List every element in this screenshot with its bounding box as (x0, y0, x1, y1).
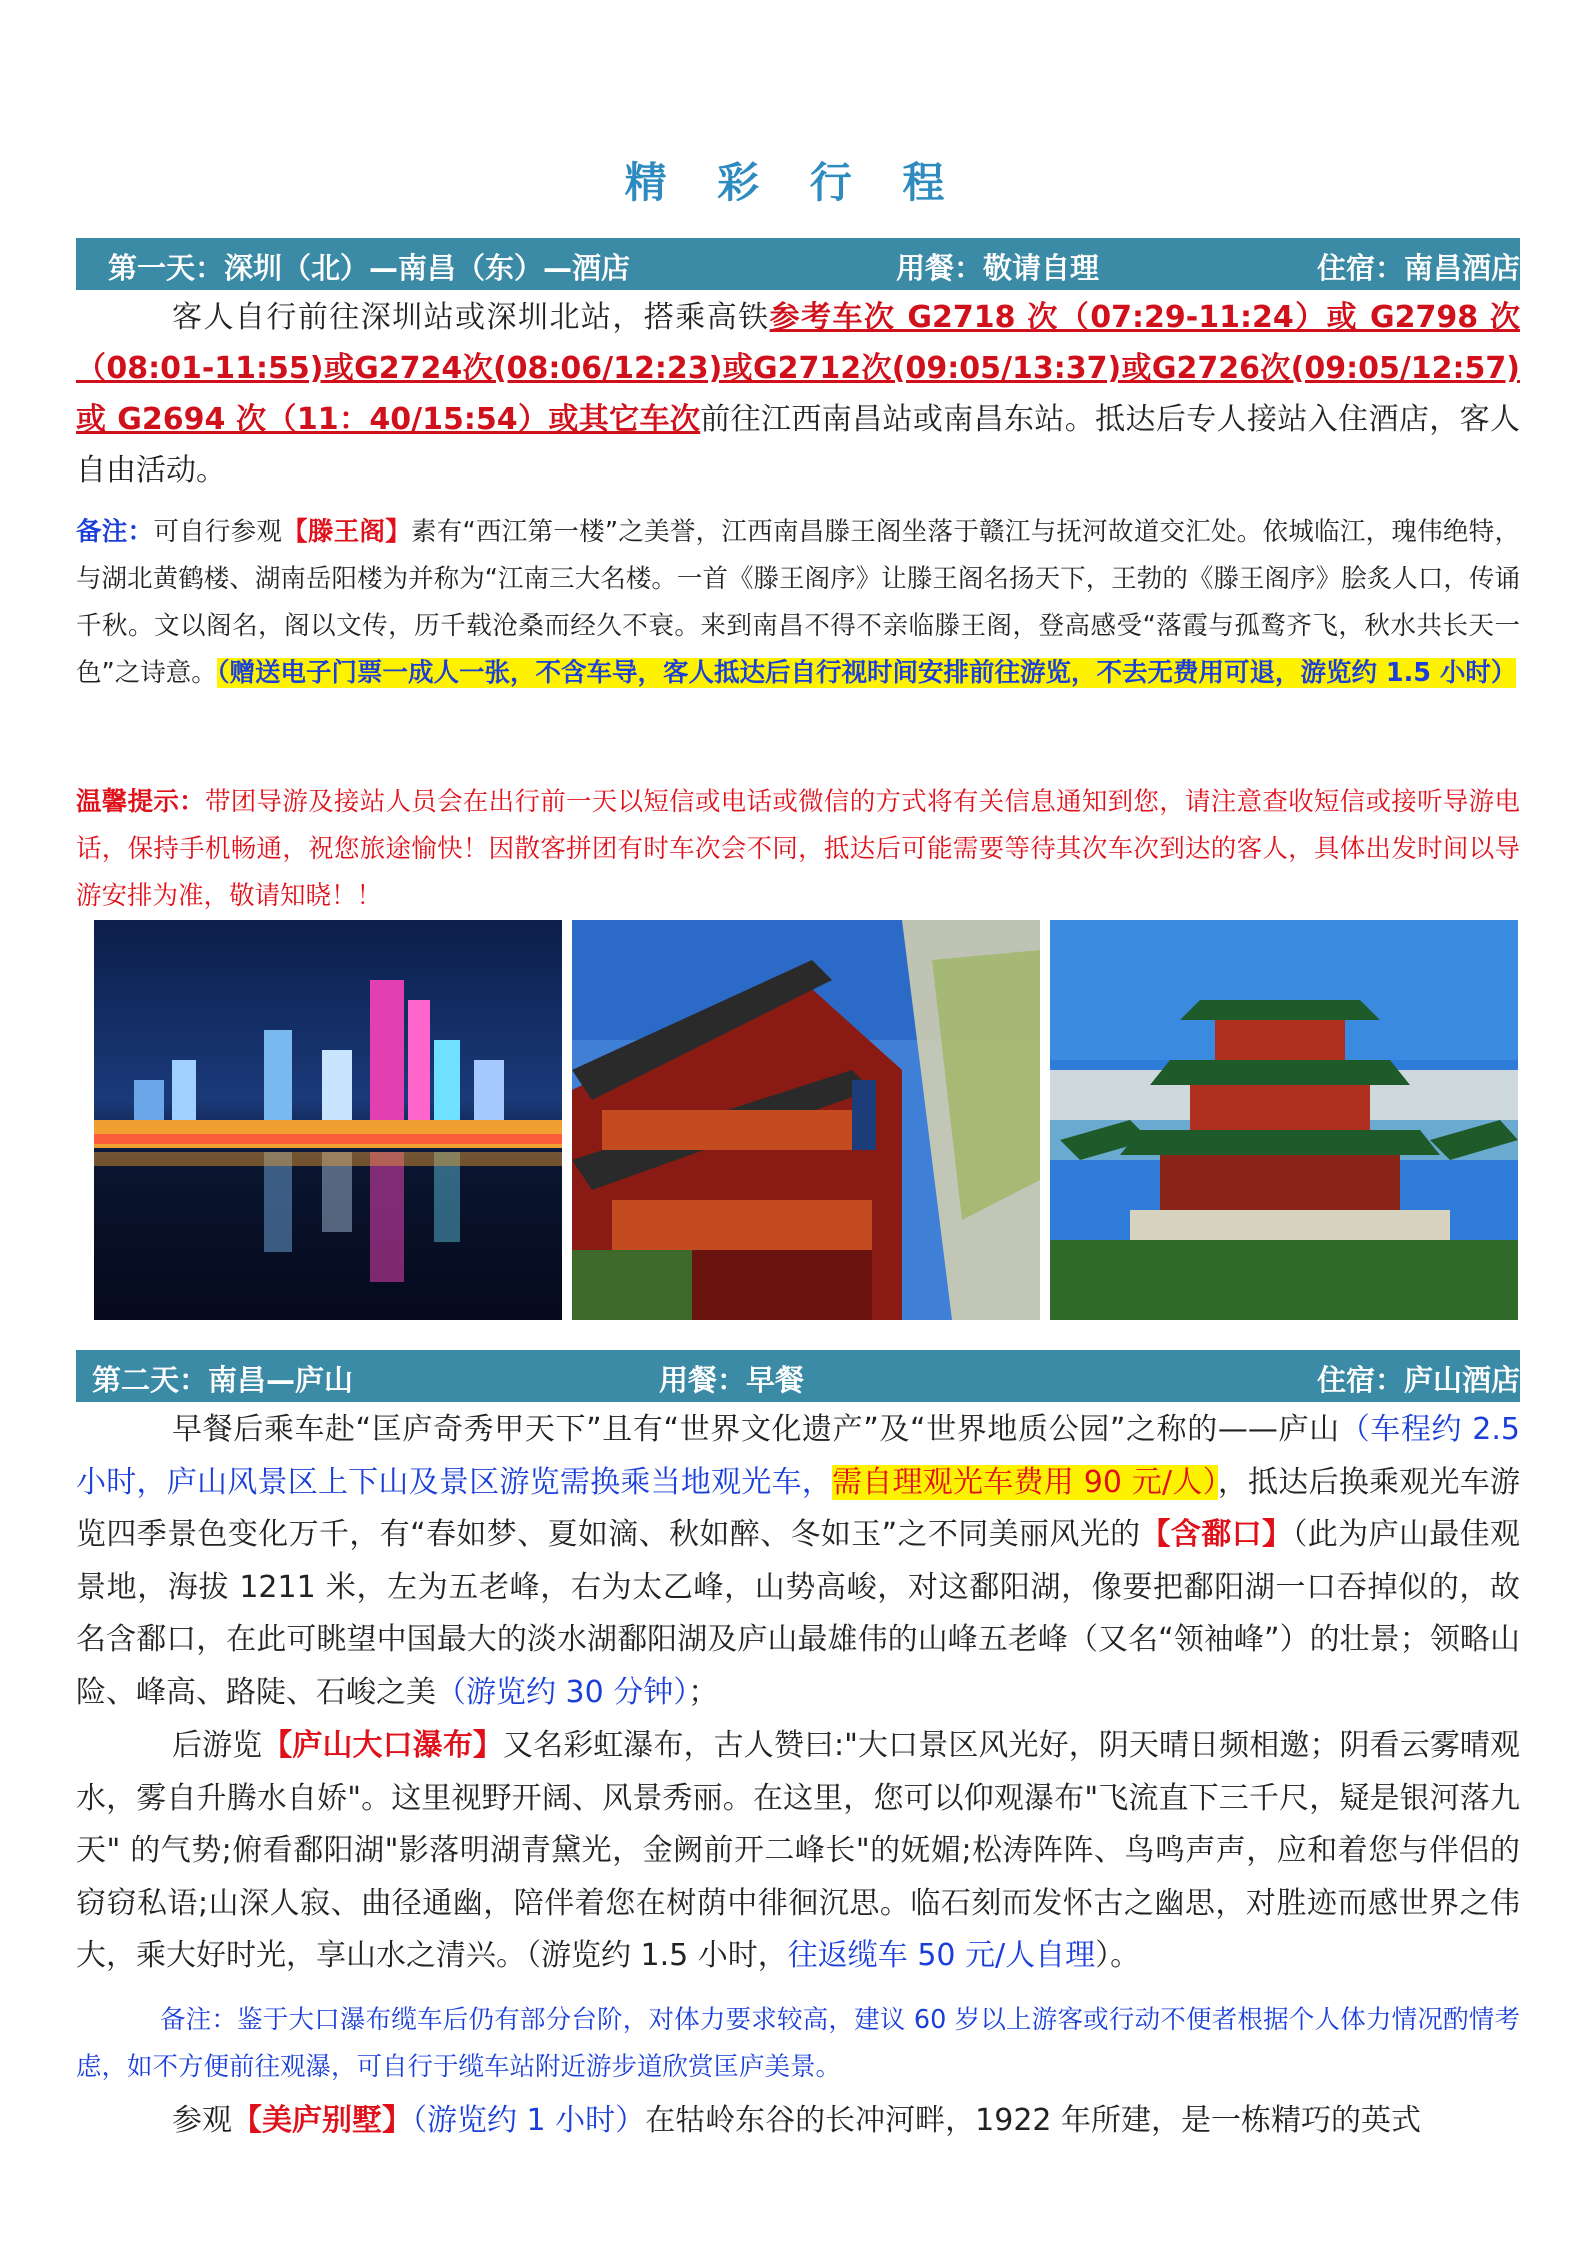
day1-tip-label: 温馨提示： (76, 787, 205, 817)
day2-p1-place: 【含鄱口】 (1140, 1517, 1293, 1552)
day1-stay: 住宿：南昌酒店 (1316, 251, 1520, 285)
day1-train-list: 参考车次 G2718 次（07:29-11:24）或 G2798 次（08:01-11:55)或G2724次(08:06/12:23)或G2712次(09:05/13:37)或G2726次(09:05/12:57)或 G2694 次（11：40/15:54）或其它车次 (76, 300, 1520, 437)
page-title: 精 彩 行 程 (624, 158, 963, 207)
day2-meal: 用餐：早餐 (659, 1363, 805, 1397)
day2-p2-text-b: 又名彩虹瀑布，古人赞曰:"大口景区风光好，阴天晴日频相邀；阴看云雾晴观水，雾自升腾水自娇"。这里视野开阔、风景秀丽。在这里，您可以仰观瀑布"飞流直下三千尺，疑是银河落九天" 的气势;俯看鄱阳湖"影落明湖青黛光，金阙前开二峰长"的妩媚;松涛阵阵、鸟鸣声声，应和着您与伴侣的窃窃私语;山深人寂、曲径通幽，陪伴着您在树荫中徘徊沉思。临石刻而发怀古之幽思，对胜迹而感世界之伟大，乘大好时光，享山水之清兴。（游览约 1.5 小时， (76, 1728, 1521, 1973)
day1-title: 第一天：深圳（北）—南昌（东）—酒店 (108, 251, 631, 285)
day2-p3-text-a: 参观 (172, 2103, 232, 2138)
photo-tengwang-pavilion-closeup (572, 920, 1040, 1320)
day2-p1-bus-fee: 需自理观光车费用 90 元/人） (832, 1464, 1218, 1500)
day2-p3-time: （游览约 1 小时） (412, 2103, 646, 2138)
day1-header (76, 238, 1520, 290)
day1-note-text-b: 素有“西江第一楼”之美誉，江西南昌滕王阁坐落于赣江与抚河故道交汇处。依城临江，瑰伟绝特，与湖北黄鹤楼、湖南岳阳楼为并称为“江南三大名楼。一首《滕王阁序》让滕王阁名扬天下，王勃的《滕王阁序》脍炙人口，传诵千秋。文以阁名，阁以文传，历千载沧桑而经久不衰。来到南昌不得不亲临滕王阁，登高感受“落霞与孤鹜齐飞，秋水共长天一色”之诗意。 (76, 517, 1520, 688)
day2-title: 第二天：南昌—庐山 (92, 1363, 354, 1397)
day2-paragraph-2 (76, 1720, 1520, 1983)
day1-note-highlight: （赠送电子门票一成人一张，不含车导，客人抵达后自行视时间安排前往游览，不去无费用可退，游览约 1.5 小时） (216, 658, 1517, 688)
day2-p1-text-b: ，抵达后换乘观光车游览四季景色变化万千，有“春如梦、夏如滴、秋如醉、冬如玉”之不同美丽风光的 (76, 1464, 1520, 1552)
day2-p1-end: ； (688, 1674, 719, 1710)
day2-p3-text-b: 在牯岭东谷的长冲河畔，1922 年所建，是一栋精巧的英式 (645, 2103, 1422, 2138)
day2-note: 备注：鉴于大口瀑布缆车后仍有部分台阶，对体力要求较高，建议 60 岁以上游客或行动不便者根据个人体力情况酌情考虑，如不方便前往观瀑，可自行于缆车站附近游步道欣赏匡庐美景。 (76, 2005, 1520, 2082)
day2-p1-bus-note: （车程约 2.5 小时，庐山风景区上下山及景区游览需换乘当地观光车， (76, 1412, 1520, 1500)
day2-p1-text-c: （此为庐山最佳观景地，海拔 1211 米，左为五老峰，右为太乙峰，山势高峻，对这鄱阳湖，像要把鄱阳湖一口吞掉似的，故名含鄱口，在此可眺望中国最大的淡水湖鄱阳湖及庐山最雄伟的山峰五老峰（又名“领袖峰”）的壮景；领略山险、峰高、路陡、石峻之美 (76, 1517, 1521, 1710)
day2-stay: 住宿：庐山酒店 (1316, 1363, 1520, 1397)
photo-tengwang-pavilion-river (1050, 920, 1518, 1320)
photo-nanchang-night-skyline (94, 920, 562, 1320)
day1-note-text-a: 可自行参观 (153, 517, 283, 547)
day2-p2-cable: 往返缆车 50 元/人自理 (787, 1938, 1096, 1973)
day2-paragraph-3 (76, 2095, 1520, 2146)
day2-p2-place: 【庐山大口瀑布】 (262, 1728, 504, 1763)
day2-p1-text-a: 早餐后乘车赴“匡庐奇秀甲天下”且有“世界文化遗产”及“世界地质公园”之称的——庐山 (172, 1412, 1340, 1447)
day1-note-place: 【滕王阁】 (282, 517, 411, 547)
day2-p3-place: 【美庐别墅】 (232, 2103, 412, 2138)
day1-tip (76, 779, 1520, 920)
day2-p2-text-a: 后游览 (172, 1728, 263, 1763)
day2-header (76, 1350, 1520, 1402)
day1-tip-text: 带团导游及接站人员会在出行前一天以短信或电话或微信的方式将有关信息通知到您，请注意查收短信或接听导游电话，保持手机畅通，祝您旅途愉快！因散客拼团有时车次会不同，抵达后可能需要等待其次车次到达的客人，具体出发时间以导游安排为准，敬请知晓！！ (76, 787, 1520, 911)
day1-note (76, 509, 1520, 697)
day2-p2-end: ）。 (1095, 1938, 1141, 1973)
day2-p1-time: （游览约 30 分钟） (436, 1674, 689, 1710)
day1-p1-rest: 前往江西南昌站或南昌东站。抵达后专人接站入住酒店，客人自由活动。 (76, 402, 1520, 488)
day2-paragraph-1 (76, 1404, 1520, 1719)
day1-meal: 用餐：敬请自理 (896, 251, 1100, 285)
day1-p1-text: 客人自行前往深圳站或深圳北站，搭乘高铁 (172, 300, 770, 335)
day1-paragraph (76, 292, 1520, 496)
day1-note-label: 备注： (76, 517, 154, 547)
